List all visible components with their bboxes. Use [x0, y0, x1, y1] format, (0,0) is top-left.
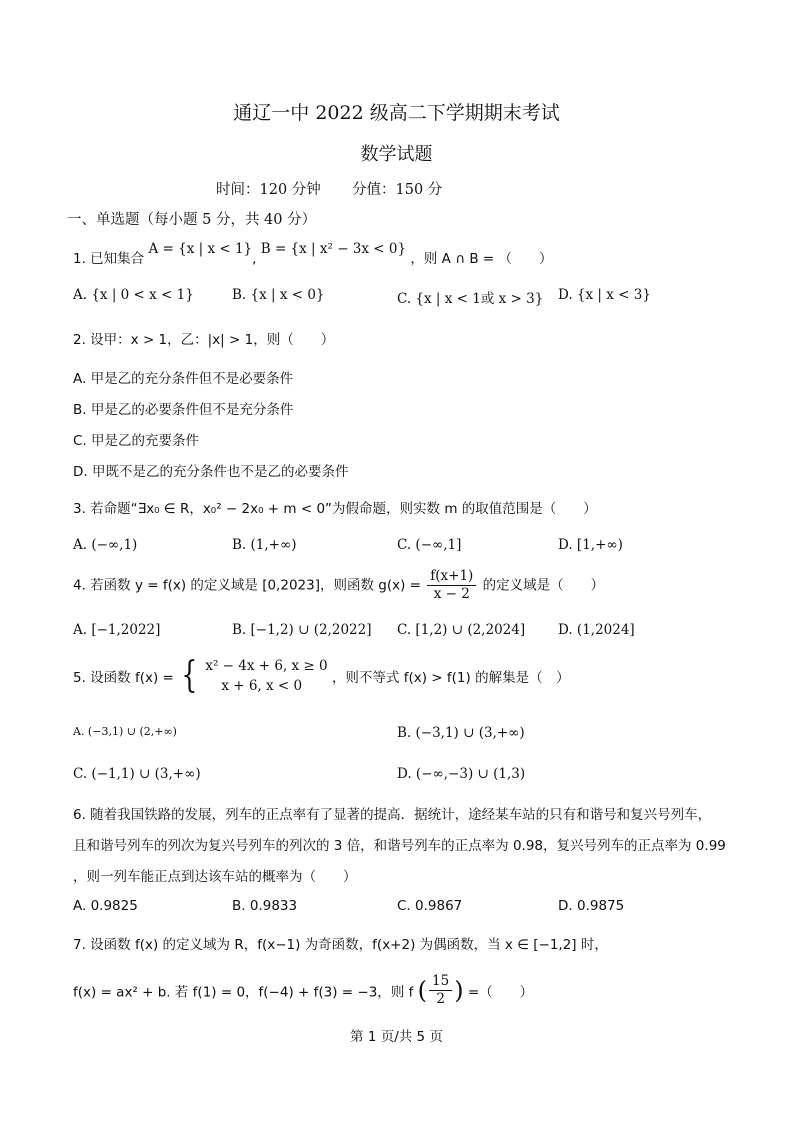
section-heading: 一、单选题（每小题 5 分，共 40 分）	[67, 212, 317, 228]
q4-frac-den: x − 2	[433, 586, 470, 602]
q7-frac-num: 15	[429, 973, 452, 991]
question-1: 1. 已知集合 A = {x | x < 1}, B = {x | x² − 3x < 0} ，则 A ∩ B = （ ）	[73, 241, 553, 267]
q4-fraction	[427, 568, 476, 603]
q5-case-1: x² − 4x + 6, x ≥ 0	[205, 658, 328, 674]
q4-option-b[interactable]: B. [−1,2) ∪ (2,2022]	[232, 622, 372, 638]
q1-option-b[interactable]: B. {x | x < 0}	[232, 287, 325, 303]
q3-option-c[interactable]: C. (−∞,1]	[397, 537, 462, 553]
q2-option-c[interactable]: C. 甲是乙的充要条件	[73, 433, 200, 449]
q5-case-2: x + 6, x < 0	[221, 678, 303, 694]
q2-option-b[interactable]: B. 甲是乙的必要条件但不是充分条件	[73, 402, 294, 418]
exam-time: 时间：120 分钟	[216, 182, 321, 198]
q3-option-a[interactable]: A. (−∞,1)	[73, 537, 138, 553]
exam-subtitle: 数学试题	[360, 144, 433, 165]
q6-option-c[interactable]: C. 0.9867	[397, 898, 463, 914]
q7-fraction	[429, 973, 452, 1008]
q4-option-a[interactable]: A. [−1,2022]	[73, 622, 161, 638]
question-6-line-2: 且和谐号列车的列次为复兴号列车的列次的 3 倍，和谐号列车的正点率为 0.98，复兴号列车的正点率为 0.99	[73, 838, 726, 854]
question-2: 2. 设甲：x > 1，乙：|x| > 1，则（ ）	[73, 332, 335, 348]
question-4	[73, 568, 604, 603]
q1-stem-post: ，则 A ∩ B = （ ）	[410, 251, 553, 267]
q5-stem-post: ，则不等式 f(x) > f(1) 的解集是（ ）	[331, 670, 570, 686]
q4-frac-num: f(x+1)	[427, 568, 476, 586]
q7-line-2-post: =（ ）	[467, 984, 534, 1001]
q4-stem-post: 的定义域是（ ）	[482, 577, 605, 594]
q1-option-a[interactable]: A. {x | 0 < x < 1}	[73, 287, 194, 303]
q5-piecewise	[205, 656, 327, 696]
q6-option-d[interactable]: D. 0.9875	[558, 898, 625, 914]
q2-option-d[interactable]: D. 甲既不是乙的充分条件也不是乙的必要条件	[73, 464, 349, 480]
q7-line-2-pre: f(x) = ax² + b. 若 f(1) = 0，f(−4) + f(3) = −3，则 f	[73, 984, 414, 1001]
q3-option-b[interactable]: B. (1,+∞)	[232, 537, 297, 553]
q5-option-d[interactable]: D. (−∞,−3) ∪ (1,3)	[397, 766, 526, 782]
q5-option-a[interactable]: A. (−3,1) ∪ (2,+∞)	[73, 725, 177, 738]
q3-option-d[interactable]: D. [1,+∞)	[558, 537, 623, 553]
q4-option-c[interactable]: C. [1,2) ∪ (2,2024]	[397, 622, 526, 638]
left-brace-icon: {	[181, 655, 198, 696]
q1-set-b: B = {x | x² − 3x < 0}	[260, 241, 407, 257]
q6-option-b[interactable]: B. 0.9833	[232, 898, 298, 914]
q1-stem-pre: 1. 已知集合	[73, 251, 145, 267]
question-7-line-2: f(x) = ax² + b. 若 f(1) = 0，f(−4) + f(3) = −3，则 f ( $\frac{15}{2}$ ) =（ ）	[73, 973, 534, 1007]
q5-option-b[interactable]: B. (−3,1) ∪ (3,+∞)	[397, 725, 525, 741]
page-footer: 第 1 页/共 5 页	[350, 1029, 443, 1045]
q1-option-c[interactable]: C. {x | x < 1或 x > 3}	[397, 291, 544, 307]
question-3: 3. 若命题“∃x₀ ∈ R，x₀² − 2x₀ + m < 0”为假命题，则实数 m 的取值范围是（ ）	[73, 501, 597, 517]
exam-title: 通辽一中 2022 级高二下学期期末考试	[233, 102, 560, 124]
q6-option-a[interactable]: A. 0.9825	[73, 898, 138, 914]
q5-stem-pre: 5. 设函数 f(x) =	[73, 670, 174, 686]
q1-set-a: A = {x | x < 1}	[148, 241, 253, 257]
q2-option-a[interactable]: A. 甲是乙的充分条件但不是必要条件	[73, 371, 294, 387]
question-6-line-1: 6. 随着我国铁路的发展，列车的正点率有了显著的提高．据统计，途经某车站的只有和谐号和复兴号列车，	[73, 807, 712, 823]
q4-stem-pre: 4. 若函数 y = f(x) 的定义域是 [0,2023]，则函数 g(x) =	[73, 577, 421, 594]
q7-frac-den: 2	[436, 991, 445, 1007]
question-6-line-3: ，则一列车能正点到达该车站的概率为（ ）	[73, 869, 357, 885]
question-5	[73, 656, 570, 696]
q1-option-d[interactable]: D. {x | x < 3}	[558, 287, 651, 303]
question-7-line-1: 7. 设函数 f(x) 的定义域为 R，f(x−1) 为奇函数，f(x+2) 为偶函数，当 x ∈ [−1,2] 时，	[73, 937, 608, 953]
q5-option-c[interactable]: C. (−1,1) ∪ (3,+∞)	[73, 766, 201, 782]
q4-option-d[interactable]: D. (1,2024]	[558, 622, 635, 638]
exam-score: 分值：150 分	[352, 182, 443, 198]
